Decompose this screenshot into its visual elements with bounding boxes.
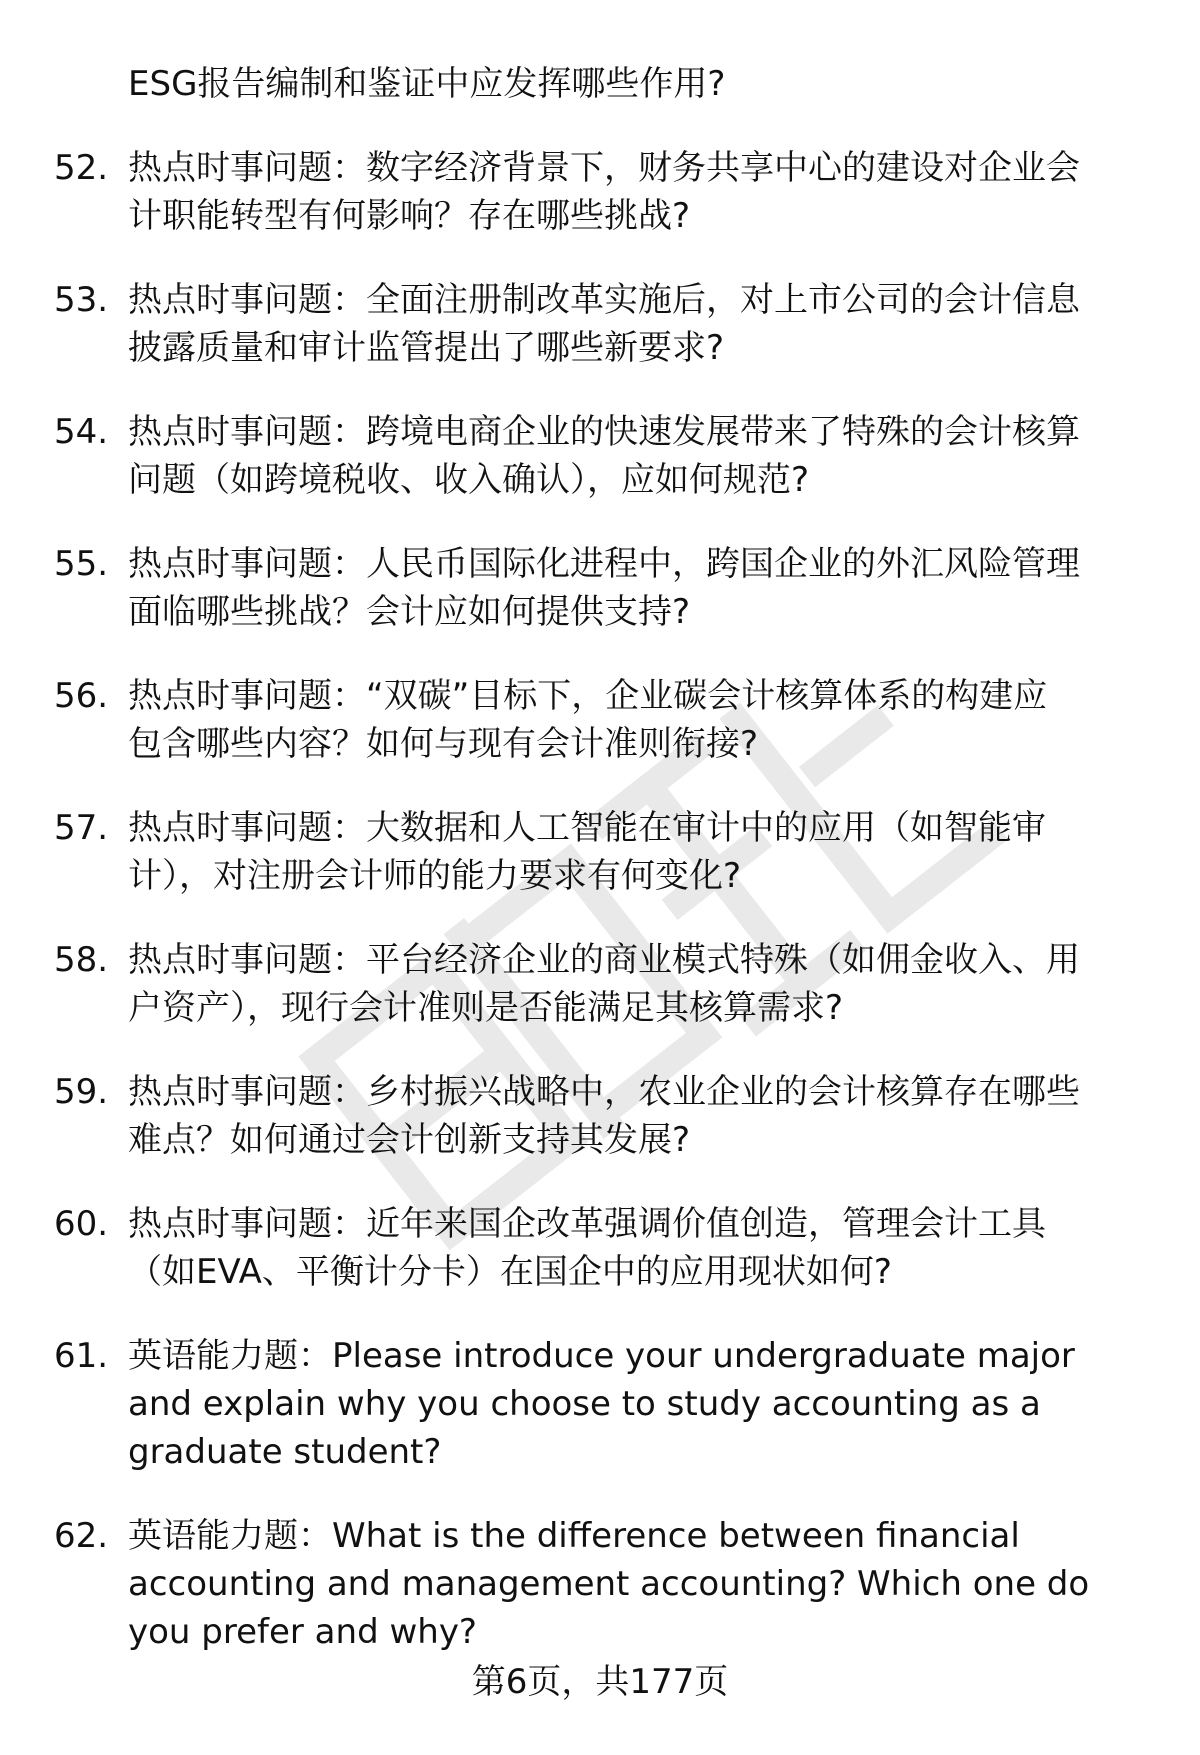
question-item — [54, 144, 1154, 240]
question-text-line: 热点时事问题：跨境电商企业的快速发展带来了特殊的会计核算 — [128, 412, 1080, 452]
question-number: 61. — [54, 1336, 109, 1376]
question-text — [128, 144, 1154, 240]
question-text-line: 问题（如跨境税收、收入确认），应如何规范? — [128, 460, 810, 500]
question-number: 62. — [54, 1516, 109, 1556]
continuation-text: ESG报告编制和鉴证中应发挥哪些作用? — [128, 64, 726, 104]
question-item — [54, 408, 1154, 504]
question-number: 55. — [54, 544, 109, 584]
question-text — [128, 540, 1154, 636]
question-number: 60. — [54, 1204, 109, 1244]
question-text-line: 热点时事问题：数字经济背景下，财务共享中心的建设对企业会 — [128, 148, 1080, 188]
question-number: 56. — [54, 676, 109, 716]
question-text — [128, 1068, 1154, 1164]
question-text-line: 披露质量和审计监管提出了哪些新要求? — [128, 328, 725, 368]
question-item — [54, 936, 1154, 1032]
question-text-line: 热点时事问题：大数据和人工智能在审计中的应用（如智能审 — [128, 808, 1046, 848]
question-text-line: 难点？如何通过会计创新支持其发展? — [128, 1120, 691, 1160]
question-text-line: 热点时事问题：乡村振兴战略中，农业企业的会计核算存在哪些 — [128, 1072, 1080, 1112]
question-item — [54, 672, 1154, 768]
question-text — [128, 936, 1154, 1032]
question-number: 59. — [54, 1072, 109, 1112]
question-number: 57. — [54, 808, 109, 848]
question-number: 54. — [54, 412, 109, 452]
question-text — [128, 1332, 1128, 1476]
question-number: 58. — [54, 940, 109, 980]
question-text-line: graduate student? — [128, 1432, 442, 1472]
question-text — [128, 804, 1154, 900]
page-footer: 第6页，共177页 — [471, 1662, 729, 1702]
question-text-line: 户资产），现行会计准则是否能满足其核算需求? — [128, 988, 844, 1028]
question-number: 52. — [54, 148, 109, 188]
question-item — [54, 1068, 1154, 1164]
question-text-line: and explain why you choose to study accounting as a — [128, 1384, 1041, 1424]
question-text-line: 热点时事问题：近年来国企改革强调价值创造，管理会计工具 — [128, 1204, 1046, 1244]
question-text-line: 英语能力题：What is the difference between financial — [128, 1516, 1020, 1556]
question-text-line: you prefer and why? — [128, 1612, 477, 1652]
question-text-line: 热点时事问题：平台经济企业的商业模式特殊（如佣金收入、用 — [128, 940, 1080, 980]
question-text-line: 热点时事问题：“双碳”目标下，企业碳会计核算体系的构建应 — [128, 676, 1048, 716]
question-text — [128, 1512, 1128, 1656]
question-item — [54, 540, 1154, 636]
question-text-line: 计），对注册会计师的能力要求有何变化? — [128, 856, 742, 896]
question-text-line: 英语能力题：Please introduce your undergraduate major — [128, 1336, 1075, 1376]
question-text-line: 热点时事问题：人民币国际化进程中，跨国企业的外汇风险管理 — [128, 544, 1080, 584]
question-text-line: （如EVA、平衡计分卡）在国企中的应用现状如何? — [128, 1252, 892, 1292]
question-text-line: 面临哪些挑战？会计应如何提供支持? — [128, 592, 691, 632]
question-text — [128, 1200, 1154, 1296]
question-number: 53. — [54, 280, 109, 320]
question-item — [54, 1332, 1154, 1476]
question-text-line: 包含哪些内容？如何与现有会计准则衔接? — [128, 724, 759, 764]
question-item — [54, 1200, 1154, 1296]
question-text — [128, 408, 1154, 504]
question-text-line: accounting and management accounting? Which one do — [128, 1564, 1090, 1604]
question-item — [54, 276, 1154, 372]
question-text-line: 热点时事问题：全面注册制改革实施后，对上市公司的会计信息 — [128, 280, 1080, 320]
question-item — [54, 1512, 1154, 1656]
question-text-line: 计职能转型有何影响？存在哪些挑战? — [128, 196, 691, 236]
question-text — [128, 672, 1154, 768]
question-item — [54, 804, 1154, 900]
question-list — [54, 60, 1154, 1692]
question-text — [128, 276, 1154, 372]
